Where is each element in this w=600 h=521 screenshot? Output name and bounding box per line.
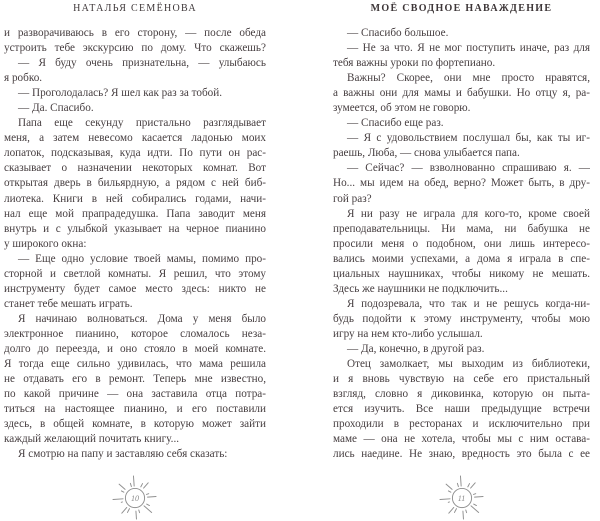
text-line: внутрь и с улыбкой указывает на черное пианино: [4, 222, 266, 237]
text-line: Я смотрю на папу и заставляю себя сказать:: [4, 447, 266, 462]
text-line: зумеется, об этом не говорю.: [333, 101, 590, 116]
text-line: Я тогда еще сильно удивилась, что мама решила: [4, 357, 266, 372]
text-line: Я ни разу не играла для кого-то, кроме своей: [333, 207, 590, 222]
text-line: и я вновь чувствую на себе его пристальный: [333, 372, 590, 387]
text-line: я робко.: [4, 71, 266, 86]
right-page-body: [333, 26, 590, 462]
text-line: — Спасибо большое.: [333, 26, 590, 41]
text-line: здесь, в общей комнате, в которую может зайти: [4, 417, 266, 432]
text-line: у широкого окна:: [4, 237, 266, 252]
text-line: — Да. Спасибо.: [4, 101, 266, 116]
text-line: взгляд, словно я диковинка, которую он пыта-: [333, 387, 590, 402]
text-line: — Я с удовольствием послушал бы, как ты иг-: [333, 131, 590, 146]
text-line: титься на настоящее пианино, и его поставили: [4, 402, 266, 417]
right-page-footer: [333, 475, 590, 521]
sun-ornament: [108, 475, 162, 521]
text-line: ется изучить. Все наши предыдущие встречи: [333, 402, 590, 417]
text-line: Здесь же наушники не подключить...: [333, 282, 590, 297]
text-line: и разворачиваюсь в его сторону, — после обеда: [4, 26, 266, 41]
text-line: будь подойти к этому инструменту, чтобы мою: [333, 312, 590, 327]
text-line: Важны? Скорее, они мне просто нравятся,: [333, 71, 590, 86]
text-line: долго до переезда, и оно стояло в моей комнате.: [4, 342, 266, 357]
text-line: сказывает о назначении некоторых комнат. Вот: [4, 161, 266, 176]
text-line: — Не за что. Я не мог поступить иначе, раз для: [333, 41, 590, 56]
text-line: не отдавать его в ремонт. Теперь мне известно,: [4, 372, 266, 387]
left-page: [4, 0, 266, 521]
text-line: — Я буду очень признательна, — улыбаюсь: [4, 56, 266, 71]
text-line: каждый желающий почитать книгу...: [4, 432, 266, 447]
text-line: тебя важны уроки по фортепиано.: [333, 56, 590, 71]
text-line: электронное пианино, которое сломалось неза-: [4, 327, 266, 342]
text-line: меня, а затем невесомо касается ладонью моих: [4, 131, 266, 146]
text-line: маме — она не хотела, чтобы мы с ним остава-: [333, 432, 590, 447]
left-page-header: НАТАЛЬЯ СЕМЁНОВА: [4, 3, 266, 15]
text-line: — Спасибо еще раз.: [333, 116, 590, 131]
text-line: станет тебе мешать играть.: [4, 297, 266, 312]
text-line: Я начинаю волноваться. Дома у меня было: [4, 312, 266, 327]
text-line: устроить тебе экскурсию по дому. Что скажешь?: [4, 41, 266, 56]
text-line: сторной и светлой комнаты. Я решил, что этому: [4, 267, 266, 282]
text-line: — Еще одно условие твоей мамы, помимо про-: [4, 252, 266, 267]
text-line: циальных наушниках, чтобы никому не мешать.: [333, 267, 590, 282]
text-line: — Проголодалась? Я шел как раз за тобой.: [4, 86, 266, 101]
text-line: открытая дверь в бильярдную, а рядом с ней биб-: [4, 176, 266, 191]
text-line: а важны они для мамы и бабушки. Но отцу я, ра-: [333, 86, 590, 101]
text-line: Отец замолкает, мы выходим из библиотеки,: [333, 357, 590, 372]
text-line: вались моими успехами, а дома я играла в спе-: [333, 252, 590, 267]
page-number: 11: [435, 475, 489, 521]
text-line: Я подозревала, что так и не решусь когда-ни-: [333, 297, 590, 312]
text-line: — Сейчас? — взволнованно спрашиваю я. —: [333, 161, 590, 176]
page-number: 10: [108, 475, 162, 521]
text-line: Но... мы идем на обед, верно? Может быть, в дру-: [333, 176, 590, 191]
text-line: лопаток, подсказывая, куда идти. По пути он рас-: [4, 146, 266, 161]
right-page-header: МОЁ СВОДНОЕ НАВАЖДЕНИЕ: [333, 3, 590, 15]
left-page-body: [4, 26, 266, 462]
text-line: нал еще мой прапрадедушка. Папа заводит меня: [4, 207, 266, 222]
text-line: гой раз?: [333, 192, 590, 207]
text-line: раешь, Люба, — снова улыбается папа.: [333, 146, 590, 161]
right-page: [333, 0, 590, 521]
text-line: проходили в ресторанах и исключительно при: [333, 417, 590, 432]
text-line: лиотека. Книги в ней собирались годами, начи-: [4, 192, 266, 207]
text-line: преподавательницы. Ни мама, ни бабушка не: [333, 222, 590, 237]
left-page-footer: [4, 475, 266, 521]
text-line: инструменту будет самое место здесь: никто не: [4, 282, 266, 297]
text-line: просили меня о подобном, они лишь интересо-: [333, 237, 590, 252]
text-line: Папа еще секунду пристально разглядывает: [4, 116, 266, 131]
text-line: игру на нем кто-либо услышал.: [333, 327, 590, 342]
sun-ornament: [435, 475, 489, 521]
text-line: лись наедине. Не знаю, вредность это была с ее: [333, 447, 590, 462]
text-line: — Да, конечно, в другой раз.: [333, 342, 590, 357]
text-line: по какой причине — она заставила отца потра-: [4, 387, 266, 402]
